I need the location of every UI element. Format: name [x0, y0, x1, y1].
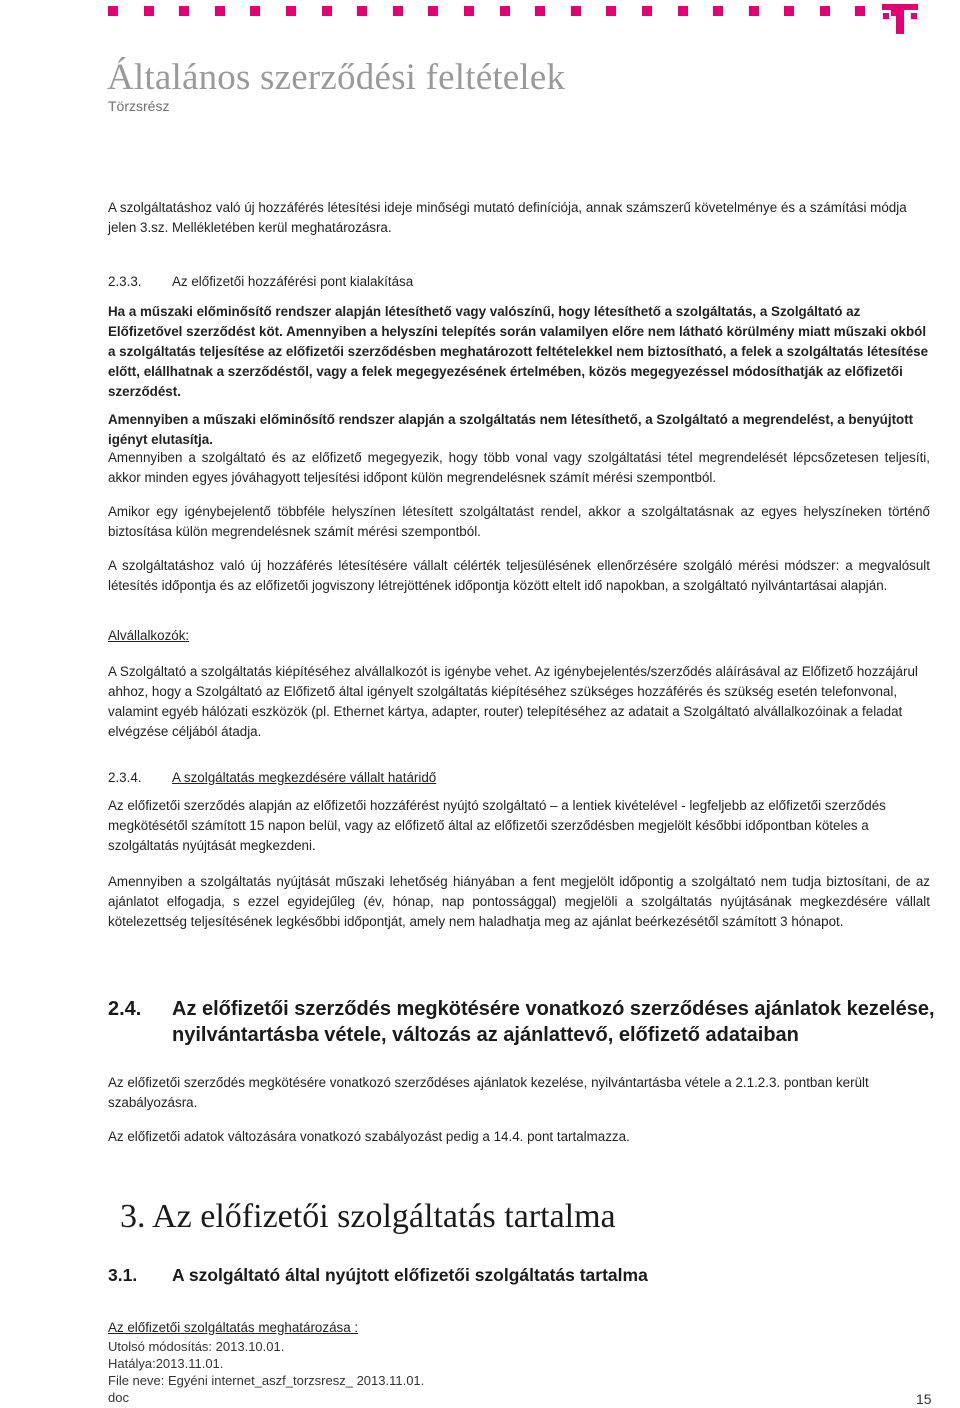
section-heading-3-1 [108, 1265, 648, 1286]
brand-bar [0, 0, 960, 22]
brand-dot [678, 6, 688, 16]
section-heading-2-4 [108, 996, 938, 1048]
intro-paragraph: A szolgáltatáshoz való új hozzáférés létesítési ideje minőségi mutató definíciója, annak számszerű követelménye és a számítási módja jelen 3.sz. Mellékletében kerül meghatározásra. [108, 200, 907, 235]
effective-date: Hatálya:2013.11.01. [108, 1356, 224, 1371]
section-number: 2.3.3. [108, 274, 142, 289]
brand-dot [322, 6, 332, 16]
section-title: A szolgáltató által nyújtott előfizetői szolgáltatás tartalma [172, 1265, 648, 1285]
section-title: Az előfizetői hozzáférési pont kialakítása [172, 274, 414, 289]
file-name: File neve: Egyéni internet_aszf_torzsresz_ 2013.11.01. [108, 1373, 425, 1388]
brand-dot [215, 6, 225, 16]
paragraph-deadline: Az előfizetői szerződés alapján az előfizetői hozzáférést nyújtó szolgáltató – a lentiek kivételével - legfeljebb az előfizetői szerződés megkötésétől számított 15 napon belül, vagy az előfizető által az előfizetői szerződésben megjelölt későbbi időpontban köteles a szolgáltatás nyújtását megkezdeni. [108, 798, 886, 853]
section-number: 3.1. [108, 1265, 138, 1285]
brand-dot [179, 6, 189, 16]
paragraph-measurement: A szolgáltatáshoz való új hozzáférés létesítésére vállalt célérték teljesülésének ellenőrzésére szolgáló mérési módszer: a megvalósult létesítés időpontja és az előfizetői jogviszony létrejöttének időpontja között eltelt idő napokban, a szolgáltató nyilvántartásai alapján. [108, 558, 930, 593]
paragraph-deadline-extension: Amennyiben a szolgáltatás nyújtását műszaki lehetőség hiányában a fent megjelölt időpontig a szolgáltató nem tudja biztosítani, de az ajánlatot elfogadja, s ezzel egyidejűleg (év, hónap, nap pontossággal) megjelöli a szolgáltatás nyújtásának megkezdésére vállalt kötelezettség teljesítésének legkésőbbi időpontját, amely nem haladhatja meg az ajánlat beérkezésétől számított 3 hónapot. [108, 874, 930, 929]
section-heading-2-3-3 [108, 272, 413, 292]
brand-dot [535, 6, 545, 16]
brand-dot [606, 6, 616, 16]
brand-dot [286, 6, 296, 16]
section-heading-2-3-4 [108, 768, 436, 788]
section-number: 2.4. [108, 998, 142, 1020]
telekom-t-icon [882, 0, 918, 36]
section-number: 2.3.4. [108, 770, 142, 785]
paragraph-stepwise: Amennyiben a szolgáltató és az előfizető megegyezik, hogy több vonal vagy szolgáltatási tétel megrendelését lépcsőzetesen teljesíti, akkor minden egyes jóváhagyott teljesítési időpont külön megrendelésnek számít mérési szempontból. [108, 450, 930, 485]
section-title: Az előfizetői szerződés megkötésére vonatkozó szerződéses ajánlatok kezelése, nyilvántartásba vétele, változás az ajánlattevő, előfizető adataiban [172, 998, 935, 1046]
brand-dot [357, 6, 367, 16]
brand-dot [784, 6, 794, 16]
document-subtitle: Törzsrész [108, 98, 170, 114]
brand-dot [642, 6, 652, 16]
section-title: A szolgáltatás megkezdésére vállalt határidő [172, 770, 437, 785]
brand-dot [393, 6, 403, 16]
brand-dot [713, 6, 723, 16]
brand-dots [108, 6, 927, 16]
brand-dot [571, 6, 581, 16]
paragraph-offers: Az előfizetői szerződés megkötésére vonatkozó szerződéses ajánlatok kezelése, nyilvántartásba vétele a 2.1.2.3. pontban került szabályozásra. [108, 1075, 869, 1110]
subcontractors-heading: Alvállalkozók: [108, 628, 190, 643]
brand-dot [464, 6, 474, 16]
paragraph-subcontractors: A Szolgáltató a szolgáltatás kiépítéséhez alvállalkozót is igénybe vehet. Az igénybejelentés/szerződés aláírásával az Előfizető hozzájárul ahhoz, hogy a Szolgáltató az Előfizető által igényelt szolgáltatás kiépítéséhez szükséges hozzáférés és szükség esetén telefonvonal, valamint egyéb hálózati eszközök (pl. Ethernet kártya, adapter, router) telepítéséhez az adatait a Szolgáltató alvállalkozóinak a feladat elvégzése céljából átadja. [108, 664, 918, 739]
brand-dot [428, 6, 438, 16]
definition-heading: Az előfizetői szolgáltatás meghatározása : [108, 1320, 359, 1335]
brand-dot [108, 6, 118, 16]
brand-dot [749, 6, 759, 16]
page-number: 15 [916, 1391, 932, 1407]
paragraph-multi-site: Amikor egy igénybejelentő többféle helyszínen létesített szolgáltatást rendel, akkor a szolgáltatásnak az egyes helyszíneken történő biztosítása külön megrendelésnek számít mérési szempontból. [108, 504, 930, 539]
page-footer [108, 1338, 424, 1406]
brand-dot [144, 6, 154, 16]
brand-dot [500, 6, 510, 16]
brand-dot [855, 6, 865, 16]
chapter-title: 3. Az előfizetői szolgáltatás tartalma [120, 1198, 616, 1235]
brand-dot [250, 6, 260, 16]
last-modified: Utolsó módosítás: 2013.10.01. [108, 1339, 285, 1354]
paragraph-data-changes: Az előfizetői adatok változására vonatkozó szabályozást pedig a 14.4. pont tartalmazza. [108, 1129, 630, 1144]
file-extension: doc [108, 1390, 129, 1405]
paragraph-contract-bold: Ha a műszaki előminősítő rendszer alapján létesíthető vagy valószínű, hogy létesíthető a szolgáltatás, a Szolgáltató az Előfizetővel szerződést köt. Amennyiben a helyszíni telepítés során valamilyen előre nem látható körülmény miatt műszaki okból a szolgáltatás teljesítése az előfizetői szerződésben meghatározott feltételekkel nem biztosítható, a felek a szolgáltatás létesítése előtt, elállhatnak a szerződéstől, vagy a felek megegyezésének értelmében, közös megegyezéssel módosíthatják az előfizetői szerződést. [108, 304, 929, 399]
document-title: Általános szerződési feltételek [107, 57, 566, 98]
brand-dot [820, 6, 830, 16]
paragraph-rejection-bold: Amennyiben a műszaki előminősítő rendszer alapján a szolgáltatás nem létesíthető, a Szolgáltató a megrendelést, a benyújtott igényt elutasítja. [108, 412, 914, 447]
